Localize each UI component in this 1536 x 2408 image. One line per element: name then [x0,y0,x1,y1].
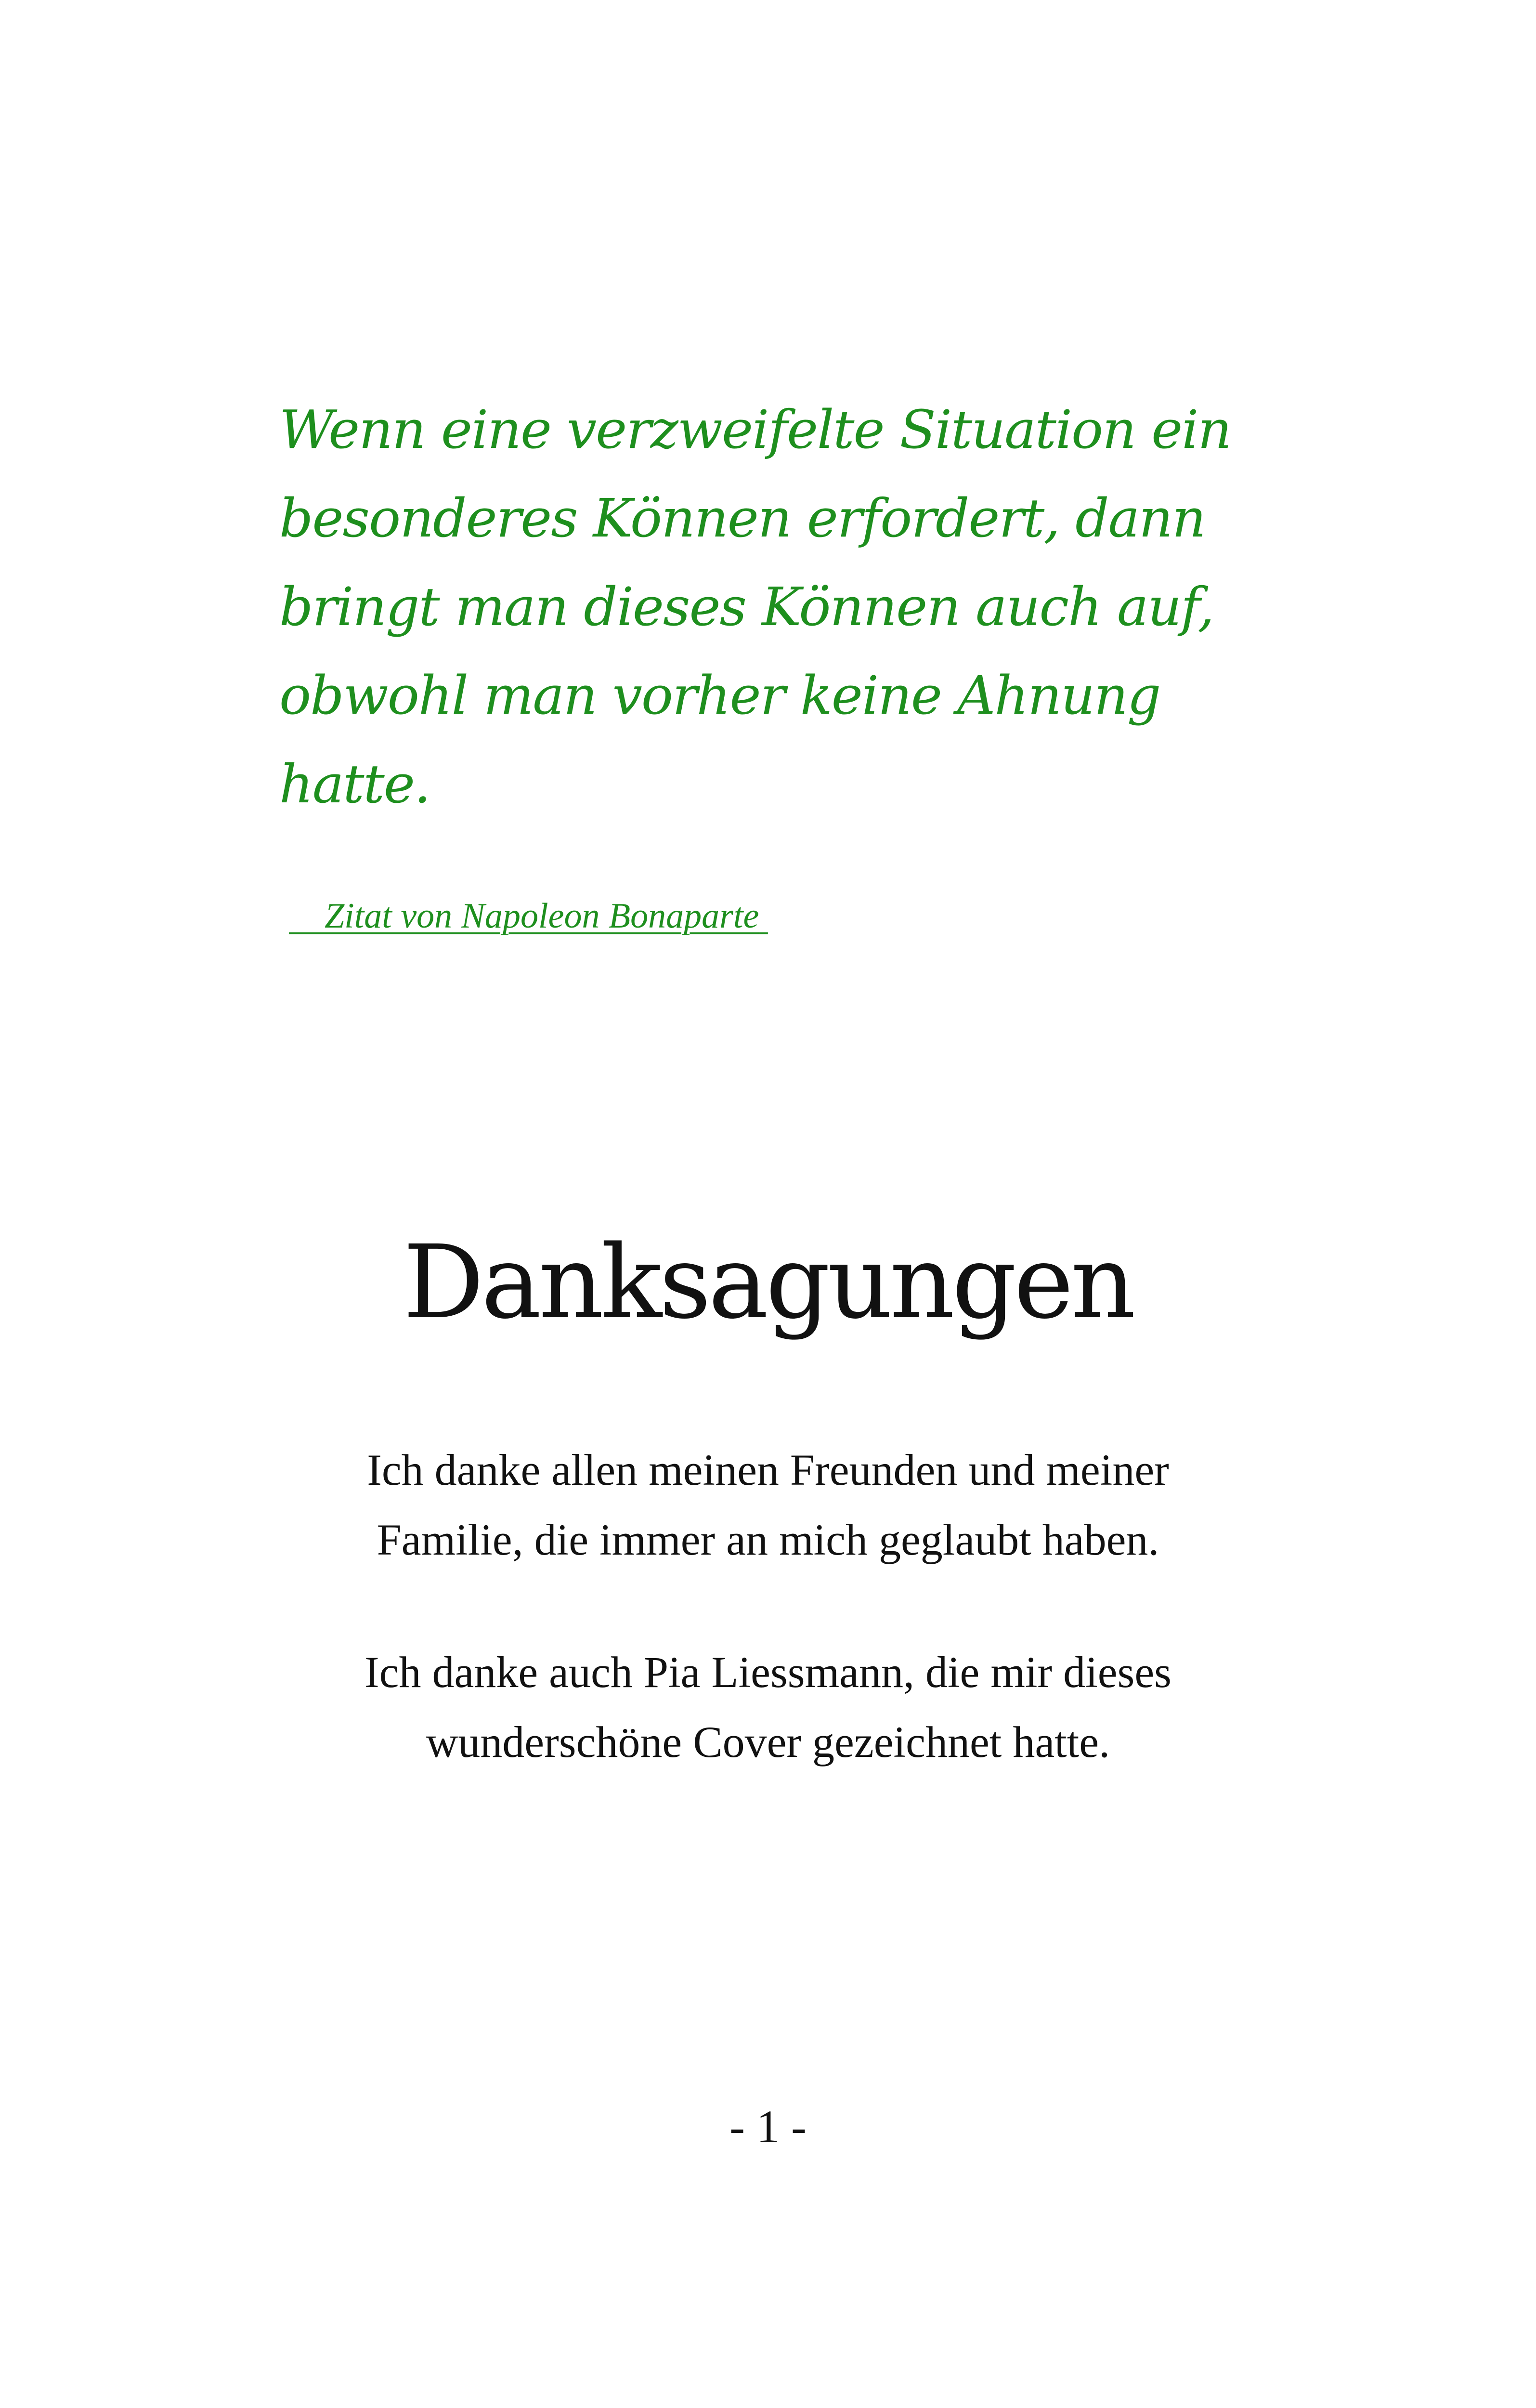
quote-attribution [289,896,847,937]
quote-line: hatte. [279,753,430,815]
attribution-text: Zitat von Napoleon Bonaparte [325,896,759,936]
quote-line: obwohl man vorher keine Ahnung [279,665,1160,726]
acknowledgement-paragraph-2 [0,1637,1536,1777]
acknowledgements-heading: Danksagungen [403,1223,1133,1341]
quote-line: bringt man dieses Können auch auf, [279,576,1214,638]
paragraph-line: Familie, die immer an mich geglaubt haben. [377,1515,1159,1564]
paragraph-line: Ich danke auch Pia Liessmann, die mir dieses [364,1648,1172,1697]
acknowledgement-paragraph-1 [0,1435,1536,1575]
epigraph-quote [279,385,1231,828]
page-number: - 1 - [729,2101,807,2152]
quote-line: Wenn eine verzweifelte Situation ein [279,399,1231,460]
quote-line: besonderes Können erfordert, dann [279,487,1205,549]
paragraph-line: wunderschöne Cover gezeichnet hatte. [426,1717,1110,1767]
paragraph-line: Ich danke allen meinen Freunden und meiner [367,1445,1169,1494]
